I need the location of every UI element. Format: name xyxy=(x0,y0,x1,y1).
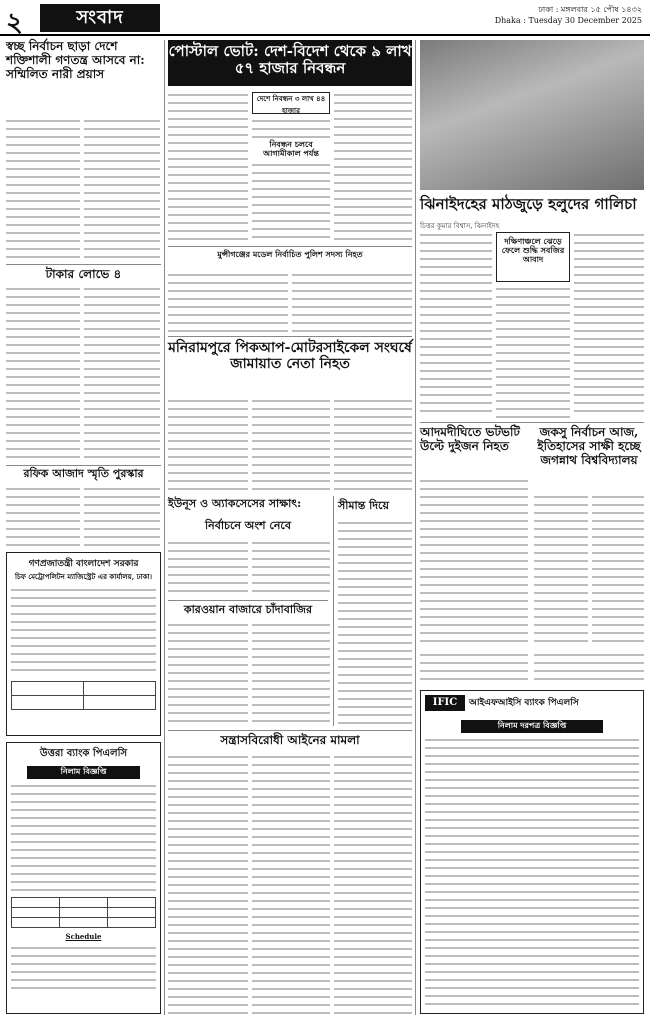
gov-ad-title: গণপ্রজাতন্ত্রী বাংলাদেশ সরকার xyxy=(28,559,139,569)
article-body xyxy=(334,398,412,494)
turmeric-photo xyxy=(420,40,644,190)
article-body xyxy=(252,540,330,596)
women-headline: স্বচ্ছ নির্বাচন ছাড়া দেশে শক্তিশালী গণতন্ত্র আসবে না: সম্মিলিত নারী প্রয়াস xyxy=(6,39,145,81)
divider xyxy=(168,336,412,337)
dakshin-box: দক্ষিণাঞ্চলে ঝেড়ে ফেলে শুদ্ধি সবজির আবাদ xyxy=(496,232,570,282)
yunus-headline: ইউনূস ও অ্যাকসেসের সাক্ষাৎ: xyxy=(168,497,302,510)
article-body xyxy=(496,286,570,418)
article-body xyxy=(534,652,644,686)
divider xyxy=(168,600,328,601)
divider xyxy=(420,422,644,423)
postal-sub1: দেশে নিবন্ধন ৩ লাখ ৪৪ হাজার xyxy=(252,92,330,114)
jakshu-headline: জকসু নির্বাচন আজ, ইতিহাসের সাক্ষী হচ্ছে জগন্নাথ বিশ্ববিদ্যালয় xyxy=(537,425,641,467)
article-body xyxy=(420,478,528,648)
article-body xyxy=(168,622,248,724)
manirampur-headline: মনিরামপুরে পিকআপ-মোটরসাইকেল সংঘর্ষে জামায়াত নেতা নিহত xyxy=(168,340,412,373)
article-body xyxy=(574,232,644,418)
column-rule xyxy=(164,40,165,1015)
ific-ad-body xyxy=(425,737,639,1007)
article-body xyxy=(168,398,248,494)
rafiq-headline: রফিক আজাদ স্মৃতি পুরস্কার xyxy=(23,467,144,480)
article-body xyxy=(6,118,80,258)
border-headline: সীমান্ত দিয়ে xyxy=(338,499,389,512)
article-body xyxy=(252,622,330,724)
column-rule xyxy=(333,496,334,726)
masthead xyxy=(0,0,650,36)
newspaper-logo: সংবাদ xyxy=(40,4,160,32)
turmeric-headline: ঝিনাইদহের মাঠজুড়ে হলুদের গালিচা xyxy=(420,195,637,213)
divider xyxy=(6,465,161,466)
uttara-bank-title: উত্তরা ব্যাংক পিএলসি xyxy=(39,748,128,759)
article-body xyxy=(334,92,412,242)
divider xyxy=(168,730,412,731)
article-body xyxy=(6,486,80,546)
ific-ad xyxy=(420,690,644,1014)
adamdighi-headline: আদমদীঘিতে ভটভটি উল্টে দুইজন নিহত xyxy=(420,425,520,453)
page-number: ২ xyxy=(6,8,23,38)
article-body xyxy=(292,272,412,332)
article-body xyxy=(168,754,248,1014)
article-body xyxy=(84,118,160,258)
postal-vote-headline: পোস্টাল ভোট: দেশ-বিদেশ থেকে ৯ লাখ ৫৭ হাজার নিবন্ধন xyxy=(168,40,412,86)
uttara-bank-ad xyxy=(6,742,161,1014)
uttara-notice-title: নিলাম বিজ্ঞপ্তি xyxy=(27,766,140,779)
article-body xyxy=(592,494,644,648)
article-body xyxy=(252,118,330,138)
article-body xyxy=(338,520,412,726)
gov-ad-body xyxy=(11,587,156,677)
munshiganj-headline: মুন্সীগঞ্জের মডেল নির্বাচিত পুলিশ সদস্য নিহত xyxy=(217,249,363,259)
article-body xyxy=(168,540,248,596)
date-english: Dhaka : Tuesday 30 December 2025 xyxy=(494,16,642,25)
uttara-ad-table xyxy=(11,897,156,928)
article-body xyxy=(84,286,160,460)
divider xyxy=(168,246,412,247)
election-headline: নির্বাচনে অংশ নেবে xyxy=(205,519,291,532)
schedule-label: Schedule xyxy=(65,932,102,941)
article-body xyxy=(84,486,160,546)
ific-logo: IFIC xyxy=(425,695,465,711)
tk-headline: টাকার লোভে ৪ xyxy=(45,267,122,281)
article-body xyxy=(252,162,330,242)
ific-notice-title: নিলাম দরপত্র বিজ্ঞপ্তি xyxy=(461,720,603,733)
gov-ad-subtitle: চিফ মেট্রোপলিটন ম্যাজিস্ট্রেট এর কার্যালয়, ঢাকা। xyxy=(14,572,153,581)
gov-ad-table xyxy=(11,681,156,710)
article-body xyxy=(6,286,80,460)
article-body xyxy=(420,232,492,418)
article-body xyxy=(334,754,412,1014)
date-bengali: ঢাকা : মঙ্গলবার ১৫ পৌষ ১৪৩২ xyxy=(538,5,642,14)
ific-title: আইএফআইসি ব্যাংক পিএলসি xyxy=(469,698,579,708)
dateline xyxy=(495,4,642,26)
turmeric-caption: চিত্তর কুমার বিশ্বাস, ঝিনাইদহ xyxy=(420,222,500,230)
terror-headline: সন্ত্রাসবিরোধী আইনের মামলা xyxy=(220,733,360,747)
article-body xyxy=(534,494,588,648)
article-body xyxy=(168,272,288,332)
article-body xyxy=(252,754,330,1014)
uttara-ad-body xyxy=(11,783,156,893)
article-body xyxy=(168,92,248,242)
postal-sub2: নিবন্ধন চলবে আগামীকাল পর্যন্ত xyxy=(263,139,319,159)
column-rule xyxy=(415,40,416,1015)
article-body xyxy=(420,652,528,686)
divider xyxy=(6,264,161,265)
article-body xyxy=(252,398,330,494)
schedule-body xyxy=(11,945,156,995)
gov-ad xyxy=(6,552,161,736)
karwan-headline: কারওয়ান বাজারে চাঁদাবাজির xyxy=(183,603,313,616)
